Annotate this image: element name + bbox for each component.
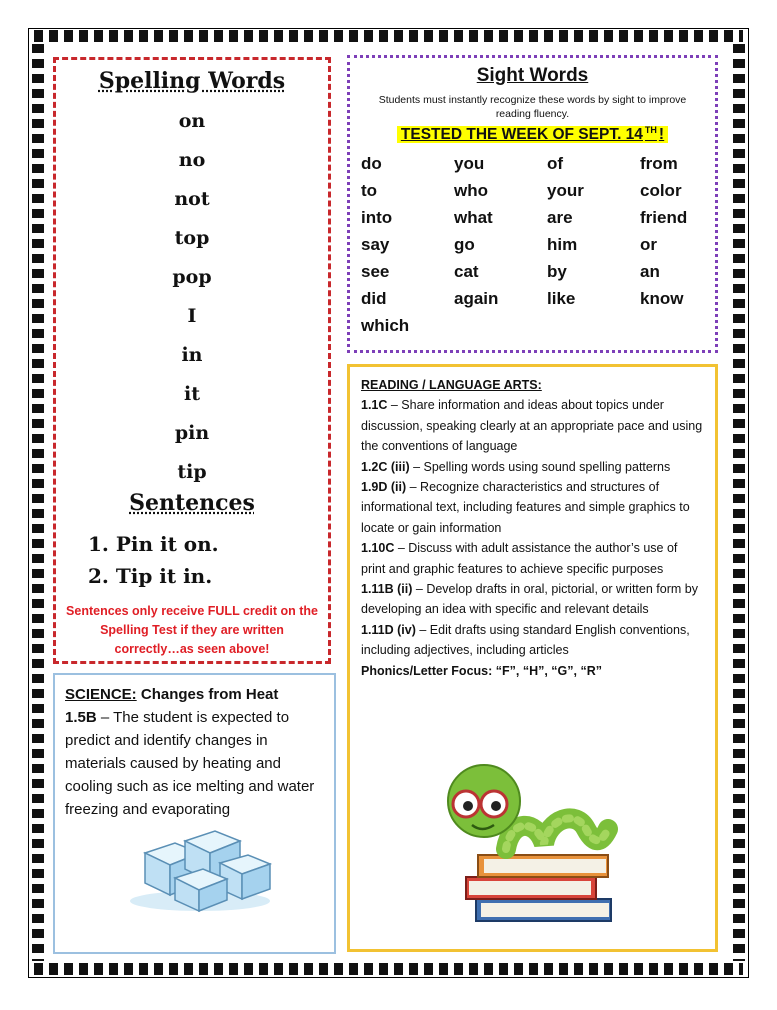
spelling-word: on (178, 110, 206, 132)
standard-item: 1.2C (iii) – Spelling words using sound spelling patterns (361, 459, 671, 474)
sight-word: or (640, 235, 657, 255)
spelling-word: in (181, 344, 203, 366)
sight-word: friend (640, 208, 688, 228)
reading-header: READING / LANGUAGE ARTS: (361, 378, 542, 392)
sight-word: know (640, 289, 684, 309)
spelling-word: top (174, 227, 210, 249)
standard-item: 1.1C – Share information and ideas about topics under discussion, speaking clearly at an appropriate pace and using the conventions of language (361, 398, 703, 454)
sentences-title: Sentences (129, 490, 255, 516)
sight-word: who (454, 181, 488, 201)
spelling-word: no (178, 149, 206, 171)
sight-word: cat (454, 262, 479, 282)
sight-word: do (361, 154, 382, 174)
sight-word: did (361, 289, 387, 309)
science-description: – The student is expected to predict and identify changes in materials caused by heating and cooling such as ice melting and water freezing and evaporating (65, 709, 315, 818)
spelling-word: it (184, 383, 200, 405)
spelling-word: pin (174, 422, 210, 444)
science-title: Changes from Heat (136, 686, 279, 703)
tested-date-banner: TESTED THE WEEK OF SEPT. 14 $^{TH}$ ! (350, 125, 715, 144)
bookworm-illustration (436, 749, 626, 934)
ice-cubes-illustration (125, 823, 275, 913)
sight-word: again (454, 289, 499, 309)
sight-word: say (361, 235, 390, 255)
sight-word-grid (361, 150, 715, 339)
checker-border-top (34, 30, 743, 42)
sight-word: of (547, 154, 564, 174)
sight-word: by (547, 262, 567, 282)
science-label: SCIENCE: (65, 686, 137, 703)
sentence: 1. Pin it on. (88, 532, 219, 556)
checker-border-left (32, 44, 44, 961)
science-box (53, 673, 336, 954)
standard-item: 1.11B (ii) – Develop drafts in oral, pictorial, or written form by developing an idea with specific and relevant details (361, 582, 698, 617)
standard-item: 1.9D (ii) – Recognize characteristics and structures of informational text, including features and simple graphics to locate or gain information (361, 480, 690, 535)
sight-word: like (547, 289, 576, 309)
reading-standards (350, 367, 715, 681)
sentence-list (56, 528, 328, 592)
standard-item: 1.10C – Discuss with adult assistance the author’s use of print and graphic features to achieve specific purposes (361, 541, 678, 576)
spelling-word-list (56, 102, 328, 492)
sight-word: go (454, 235, 475, 255)
checker-border-bottom (34, 963, 743, 975)
spelling-title: Spelling Words (98, 68, 286, 94)
sight-word: which (361, 316, 410, 336)
sight-word: are (547, 208, 573, 228)
sight-word: an (640, 262, 660, 282)
spelling-word: pop (172, 266, 212, 288)
phonics-focus: Phonics/Letter Focus: “F”, “H”, “G”, “R” (361, 663, 602, 678)
sight-words-title: Sight Words (476, 65, 589, 86)
sight-words-description: Students must instantly recognize these words by sight to improve reading fluency. (378, 94, 687, 120)
sight-word: what (454, 208, 493, 228)
sight-word: you (454, 154, 485, 174)
spelling-word: not (174, 188, 210, 210)
sight-words-box (347, 55, 718, 353)
reading-language-arts-box (347, 364, 718, 952)
sight-word: from (640, 154, 678, 174)
spelling-word: tip (177, 461, 207, 483)
sentence: 2. Tip it in. (88, 564, 213, 588)
science-code: 1.5B (65, 709, 97, 726)
science-text (55, 675, 334, 821)
spelling-word: I (187, 305, 197, 327)
standard-item: 1.11D (iv) – Edit drafts using standard English conventions, including adjectives, including articles (361, 622, 690, 658)
sight-word: to (361, 181, 378, 201)
sentences-credit-note: Sentences only receive FULL credit on the Spelling Test if they are written correctly…as seen above! (66, 604, 318, 656)
sight-word: into (361, 208, 393, 228)
checker-border-right (733, 44, 745, 961)
sight-word: see (361, 262, 390, 282)
sight-word: your (547, 181, 584, 201)
sight-word: color (640, 181, 682, 201)
sight-word: him (547, 235, 578, 255)
spelling-words-box (53, 57, 331, 664)
